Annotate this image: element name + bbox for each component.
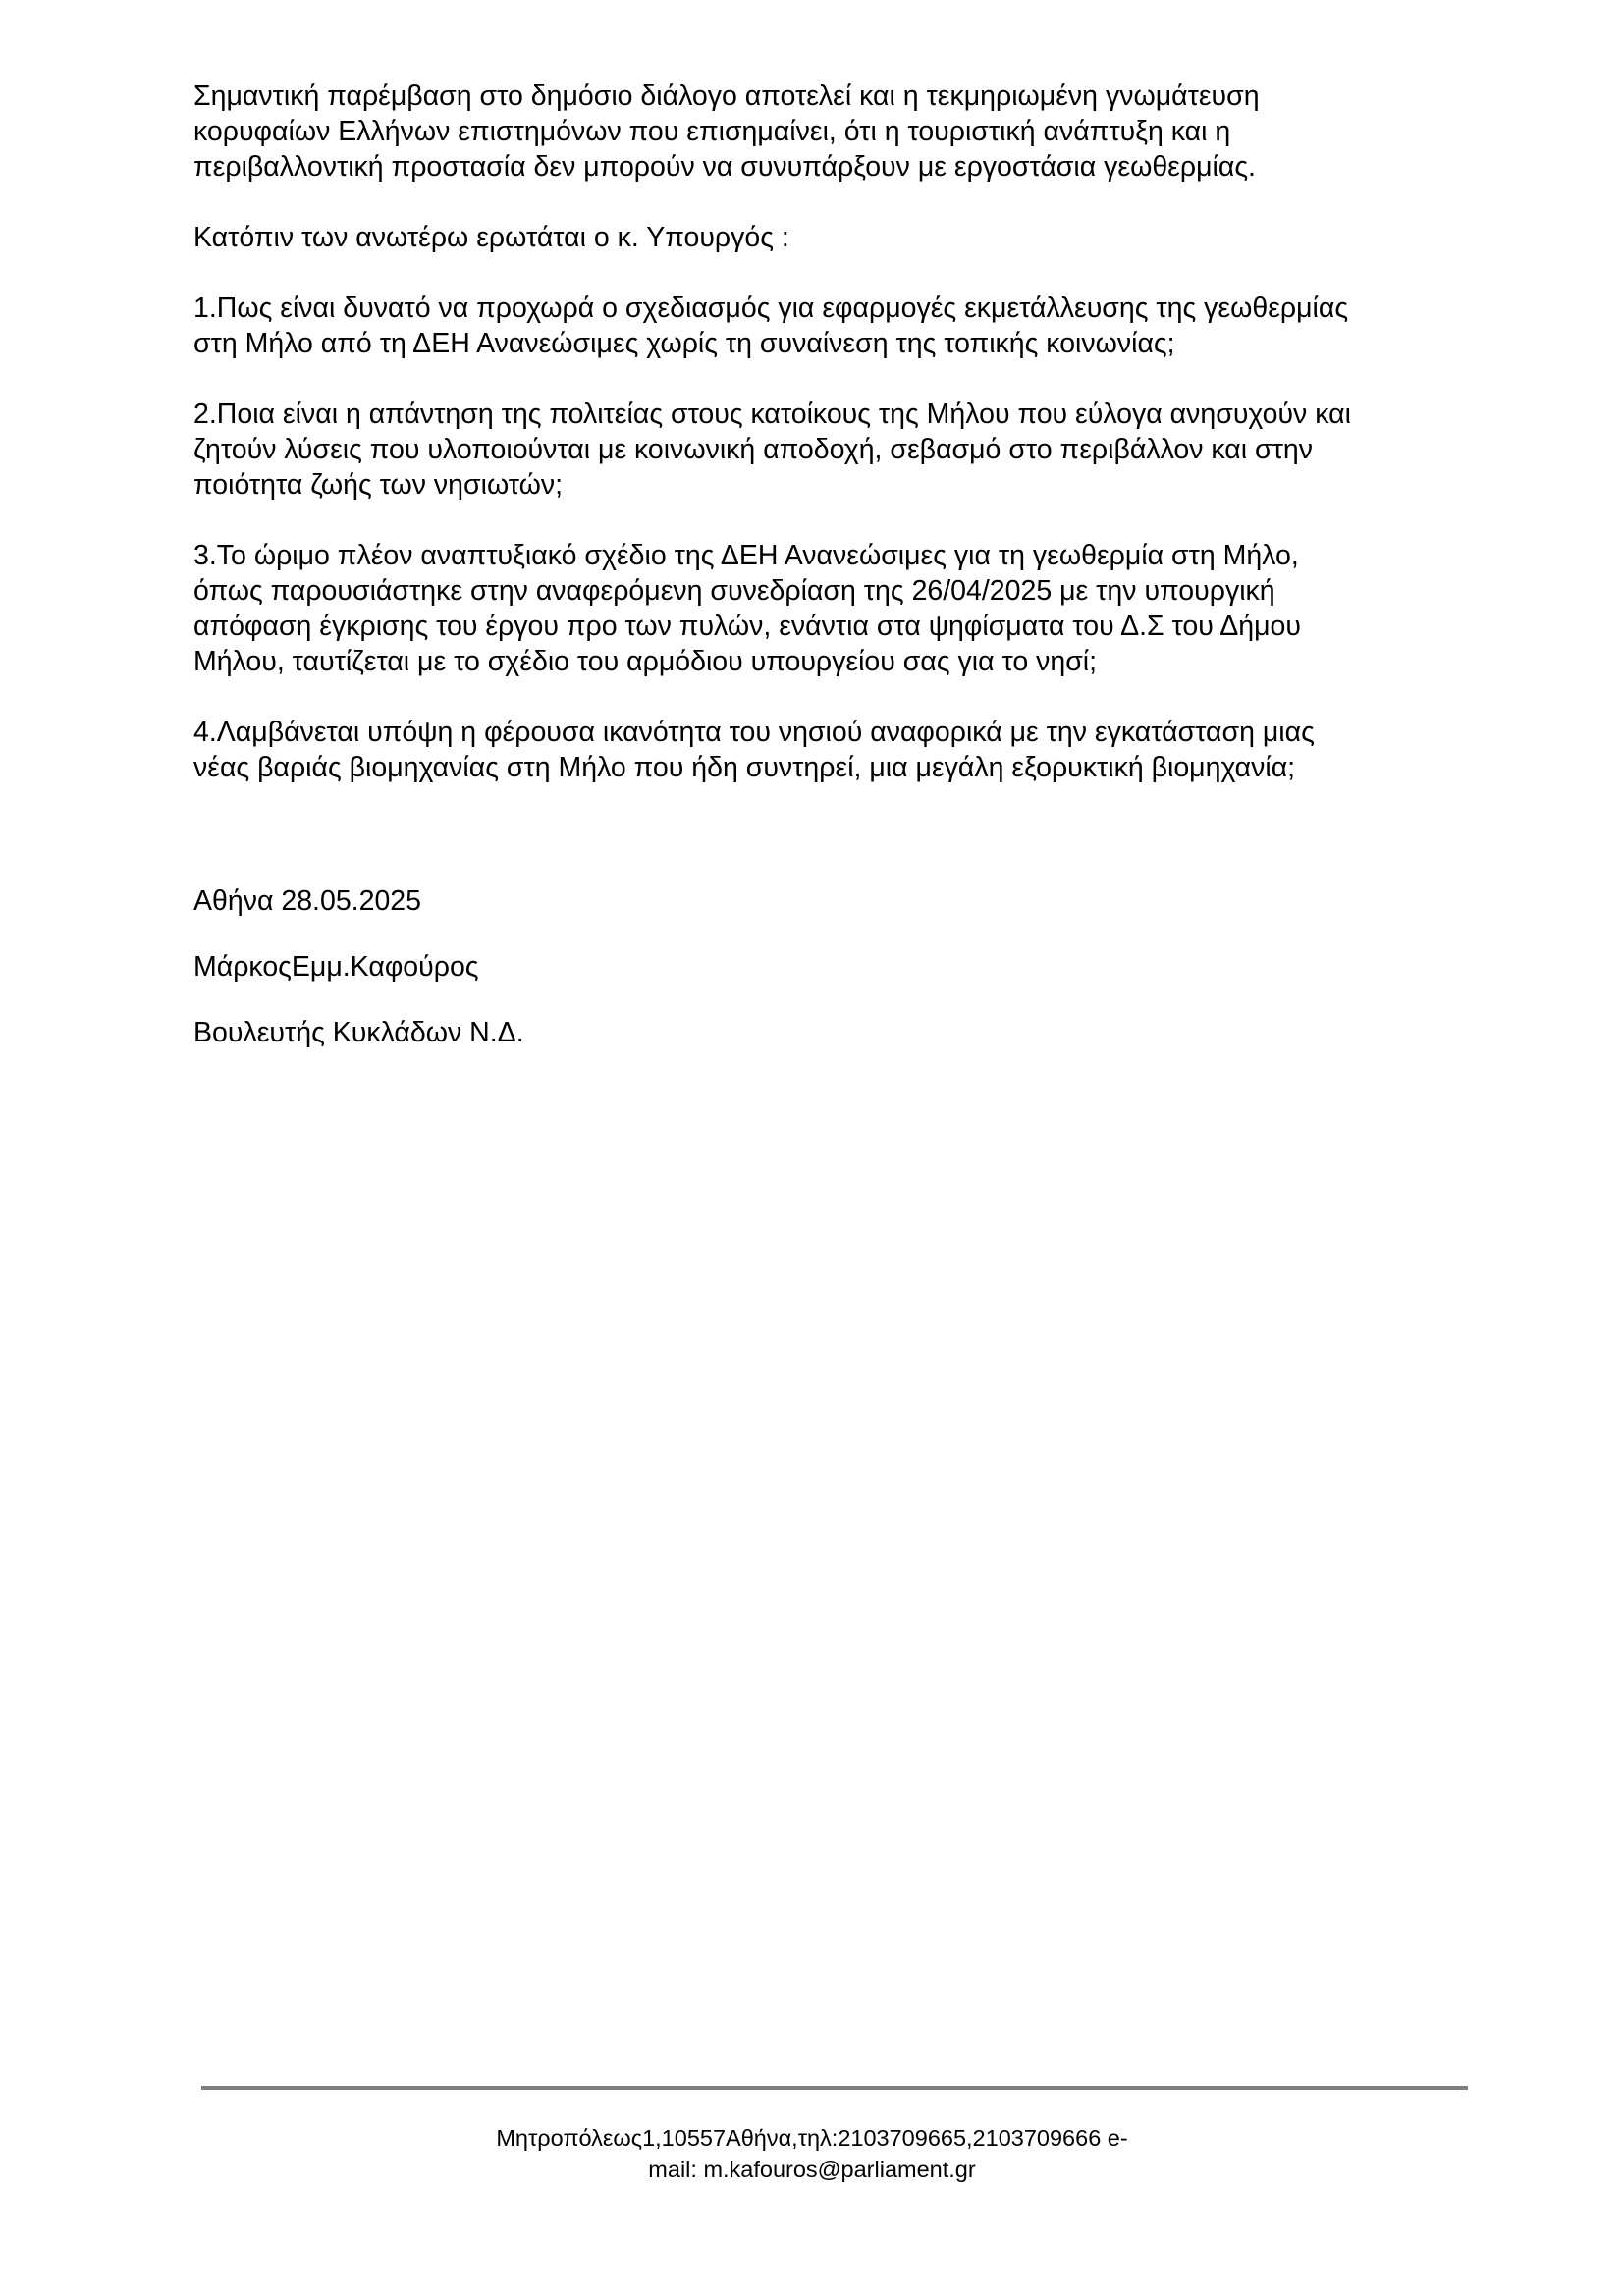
signature-name: ΜάρκοςΕμμ.Καφούρος bbox=[193, 951, 479, 983]
signature-place-date: Αθήνα 28.05.2025 bbox=[193, 885, 421, 917]
text-line: Κατόπιν των ανωτέρω ερωτάται ο κ. Υπουργός : bbox=[193, 222, 789, 253]
paragraph-question-3 bbox=[193, 538, 1480, 679]
paragraph-question-2 bbox=[193, 397, 1480, 503]
paragraph-question-lead bbox=[193, 220, 1480, 255]
footer-email-line: mail: m.kafouros@parliament.gr bbox=[648, 2157, 976, 2182]
text-line: 2.Ποια είναι η απάντηση της πολιτείας στους κατοίκους της Μήλου που εύλογα ανησυχούν και bbox=[193, 399, 1351, 430]
text-line: Σημαντική παρέμβαση στο δημόσιο διάλογο αποτελεί και η τεκμηριωμένη γνωμάτευση bbox=[193, 80, 1260, 112]
paragraph-intro bbox=[193, 79, 1480, 185]
document-body bbox=[193, 79, 1480, 821]
footer-divider bbox=[201, 2086, 1468, 2090]
text-line: κορυφαίων Ελλήνων επιστημόνων που επισημαίνει, ότι η τουριστική ανάπτυξη και η bbox=[193, 116, 1231, 147]
paragraph-question-1 bbox=[193, 291, 1480, 361]
footer-address-line: Μητροπόλεως1,10557Αθήνα,τηλ:2103709665,2103709666 e- bbox=[496, 2125, 1128, 2151]
text-line: Μήλου, ταυτίζεται με το σχέδιο του αρμόδιου υπουργείου σας για το νησί; bbox=[193, 646, 1098, 677]
text-line: περιβαλλοντική προστασία δεν μπορούν να συνυπάρξουν με εργοστάσια γεωθερμίας. bbox=[193, 151, 1256, 183]
text-line: απόφαση έγκρισης του έργου προ των πυλών, ενάντια στα ψηφίσματα του Δ.Σ του Δήμου bbox=[193, 611, 1301, 642]
text-line: ζητούν λύσεις που υλοποιούνται με κοινωνική αποδοχή, σεβασμό στο περιβάλλον και στην bbox=[193, 434, 1313, 465]
text-line: 3.Το ώριμο πλέον αναπτυξιακό σχέδιο της ΔΕΗ Ανανεώσιμες για τη γεωθερμία στη Μήλο, bbox=[193, 540, 1299, 571]
text-line: 1.Πως είναι δυνατό να προχωρά ο σχεδιασμός για εφαρμογές εκμετάλλευσης της γεωθερμίας bbox=[193, 293, 1349, 324]
paragraph-question-4 bbox=[193, 715, 1480, 785]
text-line: νέας βαριάς βιομηχανίας στη Μήλο που ήδη συντηρεί, μια μεγάλη εξορυκτική βιομηχανία; bbox=[193, 752, 1296, 783]
text-line: όπως παρουσιάστηκε στην αναφερόμενη συνεδρίαση της 26/04/2025 με την υπουργική bbox=[193, 575, 1275, 607]
text-line: 4.Λαμβάνεται υπόψη η φέρουσα ικανότητα του νησιού αναφορικά με την εγκατάσταση μιας bbox=[193, 717, 1315, 748]
signature-title: Βουλευτής Κυκλάδων Ν.Δ. bbox=[193, 1017, 524, 1048]
text-line: στη Μήλο από τη ΔΕΗ Ανανεώσιμες χωρίς τη συναίνεση της τοπικής κοινωνίας; bbox=[193, 328, 1175, 359]
text-line: ποιότητα ζωής των νησιωτών; bbox=[193, 469, 564, 501]
